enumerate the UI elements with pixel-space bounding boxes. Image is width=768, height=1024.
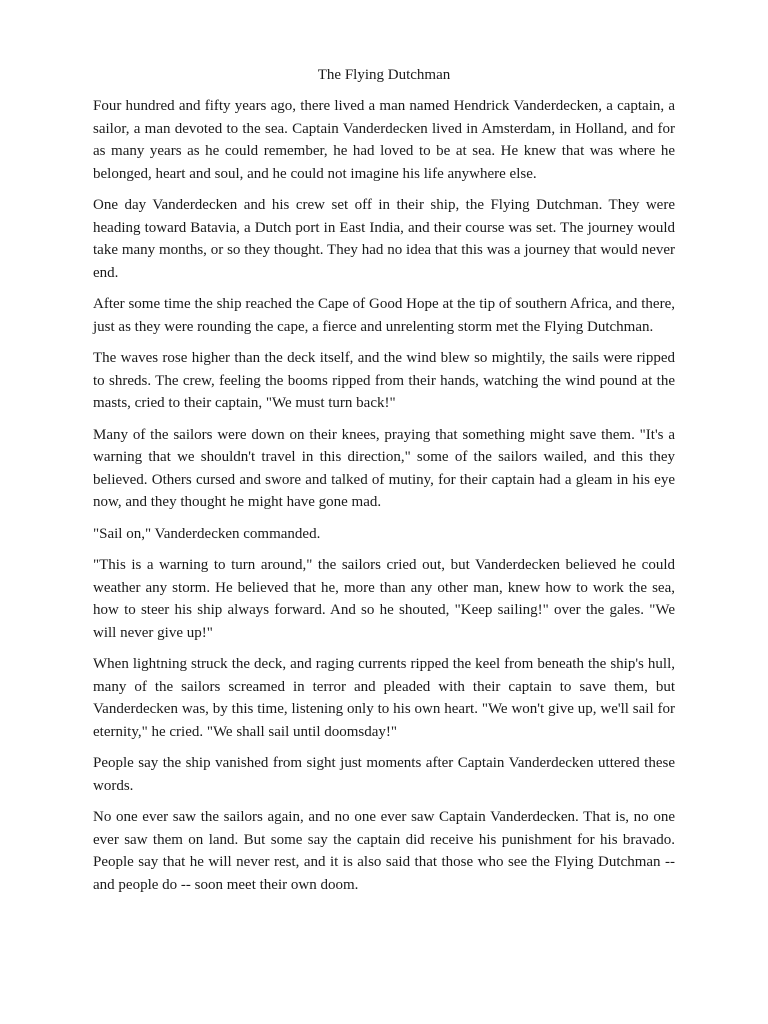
paragraph-9: People say the ship vanished from sight just moments after Captain Vanderdecken uttered these words.: [93, 755, 675, 794]
paragraph-5: Many of the sailors were down on their knees, praying that something might save them. "It's a warning that we shouldn't travel in this direction," some of the sailors wailed, and this they believed. Others cursed and swore and talked of mutiny, for their captain had a gleam in his eye now, and they thought he might have gone mad.: [93, 426, 675, 510]
paragraph-2: One day Vanderdecken and his crew set off in their ship, the Flying Dutchman. They were heading toward Batavia, a Dutch port in East India, and their course was set. The journey would take many months, or so they thought. They had no idea that this was a journey that would never end.: [93, 197, 675, 281]
paragraph-7: "This is a warning to turn around," the sailors cried out, but Vanderdecken believed he could weather any storm. He believed that he, more than any other man, knew how to work the sea, how to steer his ship always forward. And so he shouted, "Keep sailing!" over the gales. "We will never give up!": [93, 557, 675, 641]
paragraph-1: Four hundred and fifty years ago, there lived a man named Hendrick Vanderdecken, a captain, a sailor, a man devoted to the sea. Captain Vanderdecken lived in Amsterdam, in Holland, and for as many years as he could remember, he had loved to be at sea. He knew that was where he belonged, heart and soul, and he could not imagine his life anywhere else.: [93, 98, 675, 182]
paragraph-8: When lightning struck the deck, and raging currents ripped the keel from beneath the ship's hull, many of the sailors screamed in terror and pleaded with their captain to save them, but Vanderdecken was, by this time, listening only to his own heart. "We won't give up, we'll sail for eternity," he cried. "We shall sail until doomsday!": [93, 656, 675, 740]
paragraph-6: "Sail on," Vanderdecken commanded.: [93, 525, 321, 542]
paragraph-4: The waves rose higher than the deck itself, and the wind blew so mightily, the sails were ripped to shreds. The crew, feeling the booms ripped from their hands, watching the wind pound at the masts, cried to their captain, "We must turn back!": [93, 350, 675, 411]
paragraph-3: After some time the ship reached the Cape of Good Hope at the tip of southern Africa, and there, just as they were rounding the cape, a fierce and unrelenting storm met the Flying Dutchman.: [93, 296, 675, 335]
paragraph-10: No one ever saw the sailors again, and no one ever saw Captain Vanderdecken. That is, no one ever saw them on land. But some say the captain did receive his punishment for his bravado. People say that he will never rest, and it is also said that those who see the Flying Dutchman -- and people do -- soon meet their own doom.: [93, 809, 675, 893]
document-title: The Flying Dutchman: [317, 67, 451, 83]
document-page: [93, 64, 675, 905]
